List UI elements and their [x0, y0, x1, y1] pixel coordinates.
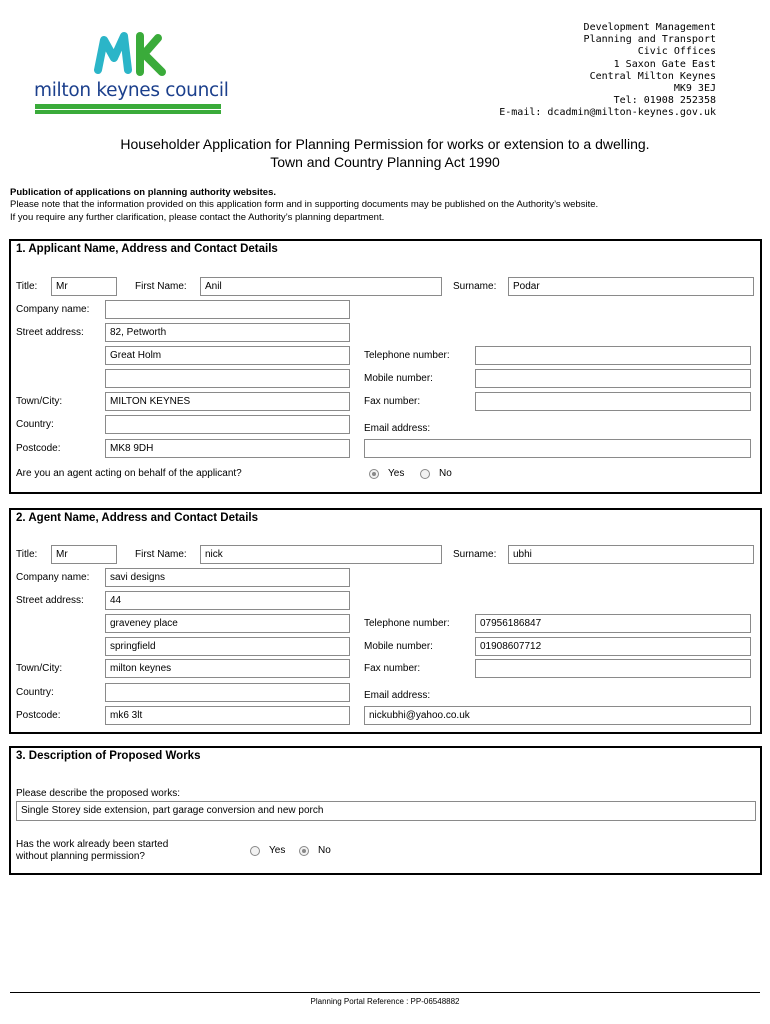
yes-label: Yes [269, 845, 286, 856]
title-label: Title: [16, 549, 38, 560]
works-description-field[interactable]: Single Storey side extension, part garage conversion and new porch [16, 801, 756, 821]
section-heading: 1. Applicant Name, Address and Contact Details [16, 243, 278, 255]
no-label: No [318, 845, 331, 856]
agent-street1-field[interactable]: 44 [105, 591, 350, 610]
works-section [9, 746, 762, 875]
agent-country-field[interactable] [105, 683, 350, 702]
agent-postcode-field[interactable]: mk6 3lt [105, 706, 350, 725]
mobile-label: Mobile number: [364, 641, 433, 652]
applicant-email-field[interactable] [364, 439, 751, 458]
surname-label: Surname: [453, 281, 497, 292]
no-label: No [439, 468, 452, 479]
agent-no-radio[interactable] [420, 469, 430, 479]
address-line: Central Milton Keynes [589, 70, 716, 82]
street-label: Street address: [16, 327, 84, 338]
fax-label: Fax number: [364, 663, 421, 674]
section-heading: 2. Agent Name, Address and Contact Details [16, 512, 258, 524]
agent-yes-radio[interactable] [369, 469, 379, 479]
agent-email-field[interactable]: nickubhi@yahoo.co.uk [364, 706, 751, 725]
telephone-label: Telephone number: [364, 350, 450, 361]
applicant-town-field[interactable]: MILTON KEYNES [105, 392, 350, 411]
address-line: Tel: 01908 252358 [613, 95, 716, 107]
started-question-line1: Has the work already been started [16, 839, 169, 850]
mk-logo-icon [92, 30, 192, 80]
logo-bar [35, 104, 221, 109]
agent-section [9, 508, 762, 734]
first-name-label: First Name: [135, 549, 187, 560]
fax-label: Fax number: [364, 396, 421, 407]
footer-divider [10, 992, 760, 993]
works-prompt: Please describe the proposed works: [16, 788, 180, 799]
applicant-surname-field[interactable]: Podar [508, 277, 754, 296]
mobile-label: Mobile number: [364, 373, 433, 384]
email-label: Email address: [364, 423, 431, 434]
address-line: Development Management [583, 22, 716, 33]
publication-line: If you require any further clarification, please contact the Authority’s planning department. [10, 211, 385, 223]
applicant-company-field[interactable] [105, 300, 350, 319]
first-name-label: First Name: [135, 281, 187, 292]
agent-title-field[interactable]: Mr [51, 545, 117, 564]
agent-mobile-field[interactable]: 01908607712 [475, 637, 751, 656]
agent-surname-field[interactable]: ubhi [508, 545, 754, 564]
council-logo [34, 30, 229, 114]
section-heading: 3. Description of Proposed Works [16, 750, 201, 762]
publication-heading: Publication of applications on planning authority websites. [10, 187, 277, 198]
publication-notice [10, 187, 598, 224]
applicant-first-name-field[interactable]: Anil [200, 277, 442, 296]
applicant-telephone-field[interactable] [475, 346, 751, 365]
postcode-label: Postcode: [16, 710, 61, 721]
address-line: Civic Offices [637, 46, 716, 58]
agent-question: Are you an agent acting on behalf of the applicant? [16, 468, 242, 479]
applicant-street1-field[interactable]: 82, Petworth [105, 323, 350, 342]
street-label: Street address: [16, 595, 84, 606]
applicant-country-field[interactable] [105, 415, 350, 434]
form-subtitle: Town and Country Planning Act 1990 [270, 154, 500, 170]
company-label: Company name: [16, 572, 90, 583]
applicant-street2-field[interactable]: Great Holm [105, 346, 350, 365]
started-no-radio[interactable] [299, 846, 309, 856]
title-label: Title: [16, 281, 38, 292]
portal-reference: Planning Portal Reference : PP-06548882 [310, 997, 460, 1006]
started-question-line2: without planning permission? [16, 851, 145, 862]
council-address [499, 22, 716, 120]
applicant-mobile-field[interactable] [475, 369, 751, 388]
applicant-street3-field[interactable] [105, 369, 350, 388]
applicant-title-field[interactable]: Mr [51, 277, 117, 296]
address-line: MK9 3EJ [673, 83, 716, 95]
telephone-label: Telephone number: [364, 618, 450, 629]
applicant-section [9, 239, 762, 494]
agent-telephone-field[interactable]: 07956186847 [475, 614, 751, 633]
country-label: Country: [16, 419, 54, 430]
agent-street3-field[interactable]: springfield [105, 637, 350, 656]
form-title: Householder Application for Planning Permission for works or extension to a dwelling. [120, 136, 650, 152]
publication-line: Please note that the information provided on this application form and in supporting documents may be published on the Authority’s website. [10, 199, 599, 211]
applicant-fax-field[interactable] [475, 392, 751, 411]
country-label: Country: [16, 687, 54, 698]
company-label: Company name: [16, 304, 90, 315]
started-yes-radio[interactable] [250, 846, 260, 856]
agent-street2-field[interactable]: graveney place [105, 614, 350, 633]
agent-fax-field[interactable] [475, 659, 751, 678]
agent-town-field[interactable]: milton keynes [105, 659, 350, 678]
town-label: Town/City: [16, 396, 63, 407]
logo-bar [35, 110, 221, 114]
address-line: Planning and Transport [583, 34, 716, 46]
email-label: Email address: [364, 690, 431, 701]
postcode-label: Postcode: [16, 443, 61, 454]
town-label: Town/City: [16, 663, 63, 674]
agent-first-name-field[interactable]: nick [200, 545, 442, 564]
yes-label: Yes [388, 468, 405, 479]
address-line: E-mail: dcadmin@milton-keynes.gov.uk [499, 107, 716, 119]
agent-company-field[interactable]: savi designs [105, 568, 350, 587]
address-line: 1 Saxon Gate East [613, 58, 716, 70]
logo-text: milton keynes council [34, 80, 229, 101]
applicant-postcode-field[interactable]: MK8 9DH [105, 439, 350, 458]
surname-label: Surname: [453, 549, 497, 560]
